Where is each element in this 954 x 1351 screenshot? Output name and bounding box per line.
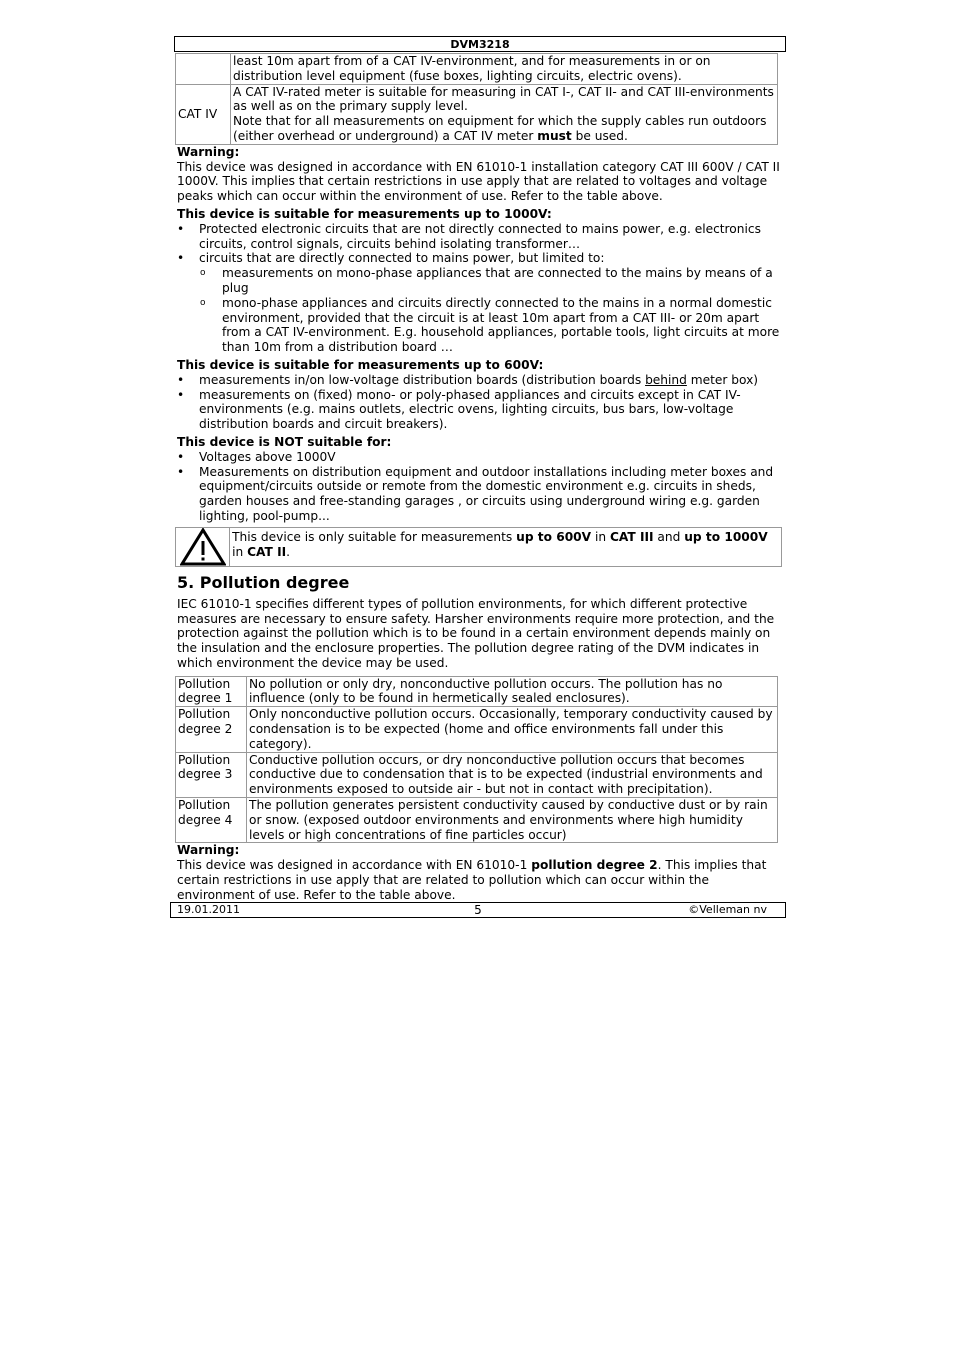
notice-part: in bbox=[232, 544, 248, 559]
list-item: • Measurements on distribution equipment and outdoor installations including meter boxes and equipment/circuits outside or remote from the domestic environment e.g. circuits in sheds, garden houses and free-standing garages , or circuits using underground wiring e.g. garden lighting, pool-pump... bbox=[177, 465, 780, 524]
cat-iv-note bbox=[233, 114, 775, 144]
warning-title: Warning: bbox=[177, 144, 240, 159]
notice-bold: up to 600V bbox=[516, 529, 592, 544]
footer-date: 19.01.2011 bbox=[177, 903, 240, 916]
cat-label: CAT IV bbox=[176, 84, 231, 144]
sub-list-item: o mono-phase appliances and circuits directly connected to the mains in a normal domestic environment, provided that the circuit is at least 10m apart from a CAT III- or 20m apart from a CAT IV-environment. E.g. household appliances, portable tools, light circuits at more than 10m from a distribution board … bbox=[199, 296, 780, 355]
warning-text: This device was designed in accordance with EN 61010-1 installation category CAT III 600V / CAT II 1000V. This implies that certain restrictions in use apply that are related to voltages and voltage peaks which can occur within the environment of use. Refer to the table above. bbox=[177, 159, 780, 204]
cat-label-empty bbox=[176, 54, 231, 85]
cat-iv-text: A CAT IV-rated meter is suitable for measuring in CAT I-, CAT II- and CAT III-environments as well as on the primary supply level. bbox=[233, 84, 774, 114]
notice-box bbox=[175, 527, 782, 567]
list-item: • Protected electronic circuits that are not directly connected to mains power, e.g. electronics circuits, control signals, circuits behind isolating transformer… bbox=[177, 222, 780, 252]
note-bold: must bbox=[537, 128, 572, 143]
cat-description: least 10m apart from of a CAT IV-environment, and for measurements in or on distribution level equipment (fuse boxes, lighting circuits, electric ovens). bbox=[231, 54, 778, 85]
note-text: be used. bbox=[571, 128, 628, 143]
section-heading-600v: This device is suitable for measurements up to 600V: bbox=[177, 357, 544, 372]
list-1000v bbox=[177, 222, 780, 355]
table-row bbox=[176, 752, 778, 797]
sub-list-item: o measurements on mono-phase appliances that are connected to the mains by means of a plug bbox=[199, 266, 780, 296]
underlined-text: behind bbox=[645, 372, 687, 387]
list-item-text: circuits that are directly connected to mains power, but limited to: bbox=[199, 251, 605, 266]
page-header bbox=[174, 36, 786, 52]
pollution-intro: IEC 61010-1 specifies different types of pollution environments, for which different protective measures are necessary to ensure safety. Harsher environments require more protection, and the protection against the pollution which is to be found in a certain environment depends mainly on the insulation and the enclosure properties. The pollution degree rating of the DVM indicates in which environment the device may be used. bbox=[177, 596, 775, 670]
notice-part: This device is only suitable for measurements bbox=[232, 529, 517, 544]
pollution-label: Pollution degree 3 bbox=[176, 752, 247, 797]
list-not-suitable bbox=[177, 450, 780, 524]
list-item: • Voltages above 1000V bbox=[177, 450, 780, 465]
notice-part: in bbox=[591, 529, 610, 544]
model-number: DVM3218 bbox=[450, 38, 510, 51]
table-row bbox=[176, 676, 778, 707]
notice-bold: CAT III bbox=[609, 529, 654, 544]
list-item-text: measurements in/on low-voltage distribution boards (distribution boards bbox=[199, 372, 646, 387]
footer-copyright: ©Velleman nv bbox=[688, 903, 767, 916]
list-item bbox=[177, 373, 780, 388]
notice-part: . bbox=[286, 544, 291, 559]
pollution-description: The pollution generates persistent conductivity caused by conductive dust or by rain or snow. (exposed outdoor environments and environments where high humidity levels or high concentrations of fine particles occur) bbox=[247, 798, 778, 843]
warning-bold: pollution degree 2 bbox=[531, 858, 658, 873]
section-heading-not-suitable: This device is NOT suitable for: bbox=[177, 434, 392, 449]
warning-triangle-icon bbox=[180, 528, 226, 566]
pollution-label: Pollution degree 4 bbox=[176, 798, 247, 843]
notice-bold: CAT II bbox=[247, 544, 287, 559]
warning-part: . This implies that certain restrictions in use apply that are related to pollution which can occur within the environment of use. Refer to the table above. bbox=[177, 858, 767, 902]
notice-bold: up to 1000V bbox=[684, 529, 768, 544]
pollution-description: Only nonconductive pollution occurs. Occasionally, temporary conductivity caused by condensation is to be expected (home and office environments fall under this category). bbox=[247, 707, 778, 752]
pollution-label: Pollution degree 1 bbox=[176, 676, 247, 707]
cat-description bbox=[231, 84, 778, 144]
cat-table bbox=[175, 53, 778, 145]
pollution-table bbox=[175, 676, 778, 844]
page-content bbox=[177, 53, 780, 903]
table-row bbox=[176, 798, 778, 843]
list-item-text: meter box) bbox=[686, 372, 759, 387]
table-row bbox=[176, 707, 778, 752]
warning-text bbox=[177, 858, 780, 902]
list-600v bbox=[177, 373, 780, 432]
pollution-label: Pollution degree 2 bbox=[176, 707, 247, 752]
list-item bbox=[177, 251, 780, 355]
note-text: Note that for all measurements on equipment for which the supply cables run outdoors (either overhead or underground) a CAT IV meter bbox=[233, 114, 767, 143]
pollution-description: No pollution or only dry, nonconductive pollution occurs. The pollution has no influence (only to be found in hermetically sealed enclosures). bbox=[247, 676, 778, 707]
list-item: • measurements on (fixed) mono- or poly-phased appliances and circuits except in CAT IV-environments (e.g. mains outlets, electric ovens, lighting circuits, bus bars, low-voltage distribution boards and circuit breakers). bbox=[177, 388, 780, 432]
warning-title: Warning: bbox=[177, 843, 240, 858]
section-title-pollution: 5. Pollution degree bbox=[177, 572, 350, 592]
sub-list bbox=[199, 266, 780, 355]
page-number: 5 bbox=[474, 903, 482, 917]
table-row bbox=[176, 84, 778, 144]
table-row bbox=[176, 54, 778, 85]
notice-text bbox=[230, 528, 781, 566]
page-footer bbox=[170, 902, 786, 918]
notice-part: and bbox=[653, 529, 685, 544]
warning-part: This device was designed in accordance with EN 61010-1 bbox=[177, 858, 532, 873]
pollution-description: Conductive pollution occurs, or dry nonconductive pollution occurs that becomes conductive due to condensation that is to be expected (industrial environments and environments exposed to outside air - but not in contact with precipitation). bbox=[247, 752, 778, 797]
notice-icon-cell bbox=[176, 528, 230, 566]
section-heading-1000v: This device is suitable for measurements up to 1000V: bbox=[177, 206, 552, 221]
